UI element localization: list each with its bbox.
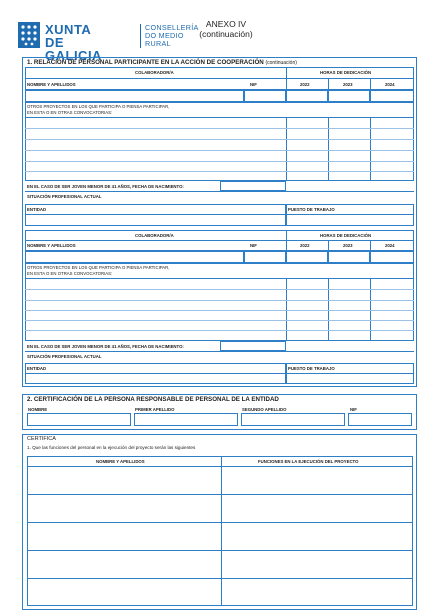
- block2-name-input[interactable]: [25, 251, 244, 263]
- block1-nif-input[interactable]: [244, 90, 286, 102]
- block1-hours-2022-input[interactable]: [286, 90, 328, 102]
- functions-row[interactable]: [27, 550, 413, 551]
- block2-year-2023: 2023: [343, 243, 353, 248]
- block2-year-2024: 2024: [385, 243, 395, 248]
- section2-primer-label: PRIMER APELLIDO: [135, 407, 175, 412]
- functions-col-nombre: NOMBRE Y APELLIDOS: [96, 459, 145, 464]
- block1-year-2023: 2023: [343, 82, 353, 87]
- block2-project-row[interactable]: [25, 320, 414, 321]
- block1-project-row[interactable]: [25, 128, 414, 129]
- section2-nombre-input[interactable]: [27, 413, 131, 426]
- annex-heading: [196, 19, 256, 39]
- logo-divider: [140, 24, 141, 48]
- block2-year-2022: 2022: [300, 243, 310, 248]
- xunta-emblem-icon: [18, 22, 40, 48]
- block1-project-row[interactable]: [25, 161, 414, 162]
- block2-project-row[interactable]: [25, 310, 414, 311]
- section2-nif-label: NIF: [350, 407, 357, 412]
- block2-hours-2024-input[interactable]: [370, 251, 414, 263]
- block1-hours-2024-input[interactable]: [370, 90, 414, 102]
- block1-hours-2023-input[interactable]: [328, 90, 370, 102]
- block2-birthdate-input[interactable]: [220, 341, 286, 351]
- block1-horas-label: HORAS DE DEDICACIÓN: [320, 70, 372, 75]
- logo-department: CONSELLERÍA DO MEDIO RURAL: [145, 23, 199, 48]
- block1-colaborador-label: COLABORADOR/A: [135, 70, 174, 75]
- block1-puesto-label: PUESTO DE TRABAJO: [288, 207, 335, 212]
- block2-joven-label: EN EL CASO DE SER JOVEN MENOR DE 41 AÑOS, FECHA DE NACIMIENTO:: [27, 344, 184, 349]
- block1-nif-label: NIF: [250, 82, 257, 87]
- block1-entidad-input[interactable]: [25, 204, 286, 226]
- block1-nombre-label: NOMBRE Y APELLIDOS: [27, 82, 76, 87]
- block1-entidad-label: ENTIDAD: [27, 207, 47, 212]
- section-1-title: 1. RELACIÓN DE PERSONAL PARTICIPANTE EN LA ACCIÓN DE COOPERACIÓN (continuación): [27, 59, 297, 66]
- functions-row[interactable]: [27, 494, 413, 495]
- block2-colaborador-label: COLABORADOR/A: [135, 233, 174, 238]
- section2-nif-input[interactable]: [348, 413, 412, 426]
- section2-segundo-label: SEGUNDO APELLIDO: [242, 407, 287, 412]
- block2-entidad-label: ENTIDAD: [27, 366, 47, 371]
- certifica-heading: CERTIFICA: [27, 436, 56, 442]
- block1-project-row[interactable]: [25, 171, 414, 172]
- section2-nombre-label: NOMBRE: [28, 407, 48, 412]
- section2-primer-input[interactable]: [134, 413, 238, 426]
- logo-wordmark: XUNTA DE GALICIA: [45, 22, 102, 63]
- annex-subtitle: (continuación): [199, 29, 253, 39]
- block2-project-row[interactable]: [25, 289, 414, 290]
- block2-puesto-label: PUESTO DE TRABAJO: [288, 366, 335, 371]
- annex-title: ANEXO IV: [205, 19, 247, 29]
- section-2-title: 2. CERTIFICACIÓN DE LA PERSONA RESPONSABLE DE PERSONAL DE LA ENTIDAD: [27, 396, 279, 403]
- block2-hours-2023-input[interactable]: [328, 251, 370, 263]
- block2-otros-label: OTROS PROYECTOS EN LOS QUE PARTICIPA O PIENSA PARTICIPAR, EN ESTA O EN OTRAS CONVOCATORIAS:: [27, 265, 170, 276]
- block1-situacion-label: SITUACIÓN PROFESIONAL ACTUAL: [27, 194, 102, 199]
- block2-hours-2022-input[interactable]: [286, 251, 328, 263]
- block2-nif-label: NIF: [250, 243, 257, 248]
- block2-project-row[interactable]: [25, 330, 414, 331]
- block1-year-2024: 2024: [385, 82, 395, 87]
- certifica-item-1: 1. Que las funciones del personal en la ejecución del proyecto serán las siguientes: [27, 445, 196, 450]
- block2-situacion-label: SITUACIÓN PROFESIONAL ACTUAL: [27, 354, 102, 359]
- block1-joven-label: EN EL CASO DE SER JOVEN MENOR DE 41 AÑOS, FECHA DE NACIMIENTO:: [27, 184, 184, 189]
- functions-row[interactable]: [27, 578, 413, 579]
- block2-nif-input[interactable]: [244, 251, 286, 263]
- block1-year-2022: 2022: [300, 82, 310, 87]
- block2-horas-label: HORAS DE DEDICACIÓN: [320, 233, 372, 238]
- block2-nombre-label: NOMBRE Y APELLIDOS: [27, 243, 76, 248]
- block1-otros-label: OTROS PROYECTOS EN LOS QUE PARTICIPA O PIENSA PARTICIPAR, EN ESTA O EN OTRAS CONVOCATORIAS:: [27, 104, 170, 115]
- block1-project-row[interactable]: [25, 139, 414, 140]
- functions-row[interactable]: [27, 522, 413, 523]
- block1-project-row[interactable]: [25, 150, 414, 151]
- functions-table: [27, 456, 413, 606]
- block1-birthdate-input[interactable]: [220, 181, 286, 191]
- block2-project-row[interactable]: [25, 300, 414, 301]
- block1-name-input[interactable]: [25, 90, 244, 102]
- section2-segundo-input[interactable]: [241, 413, 345, 426]
- functions-col-funciones: FUNCIONES EN LA EJECUCIÓN DEL PROYECTO: [258, 459, 359, 464]
